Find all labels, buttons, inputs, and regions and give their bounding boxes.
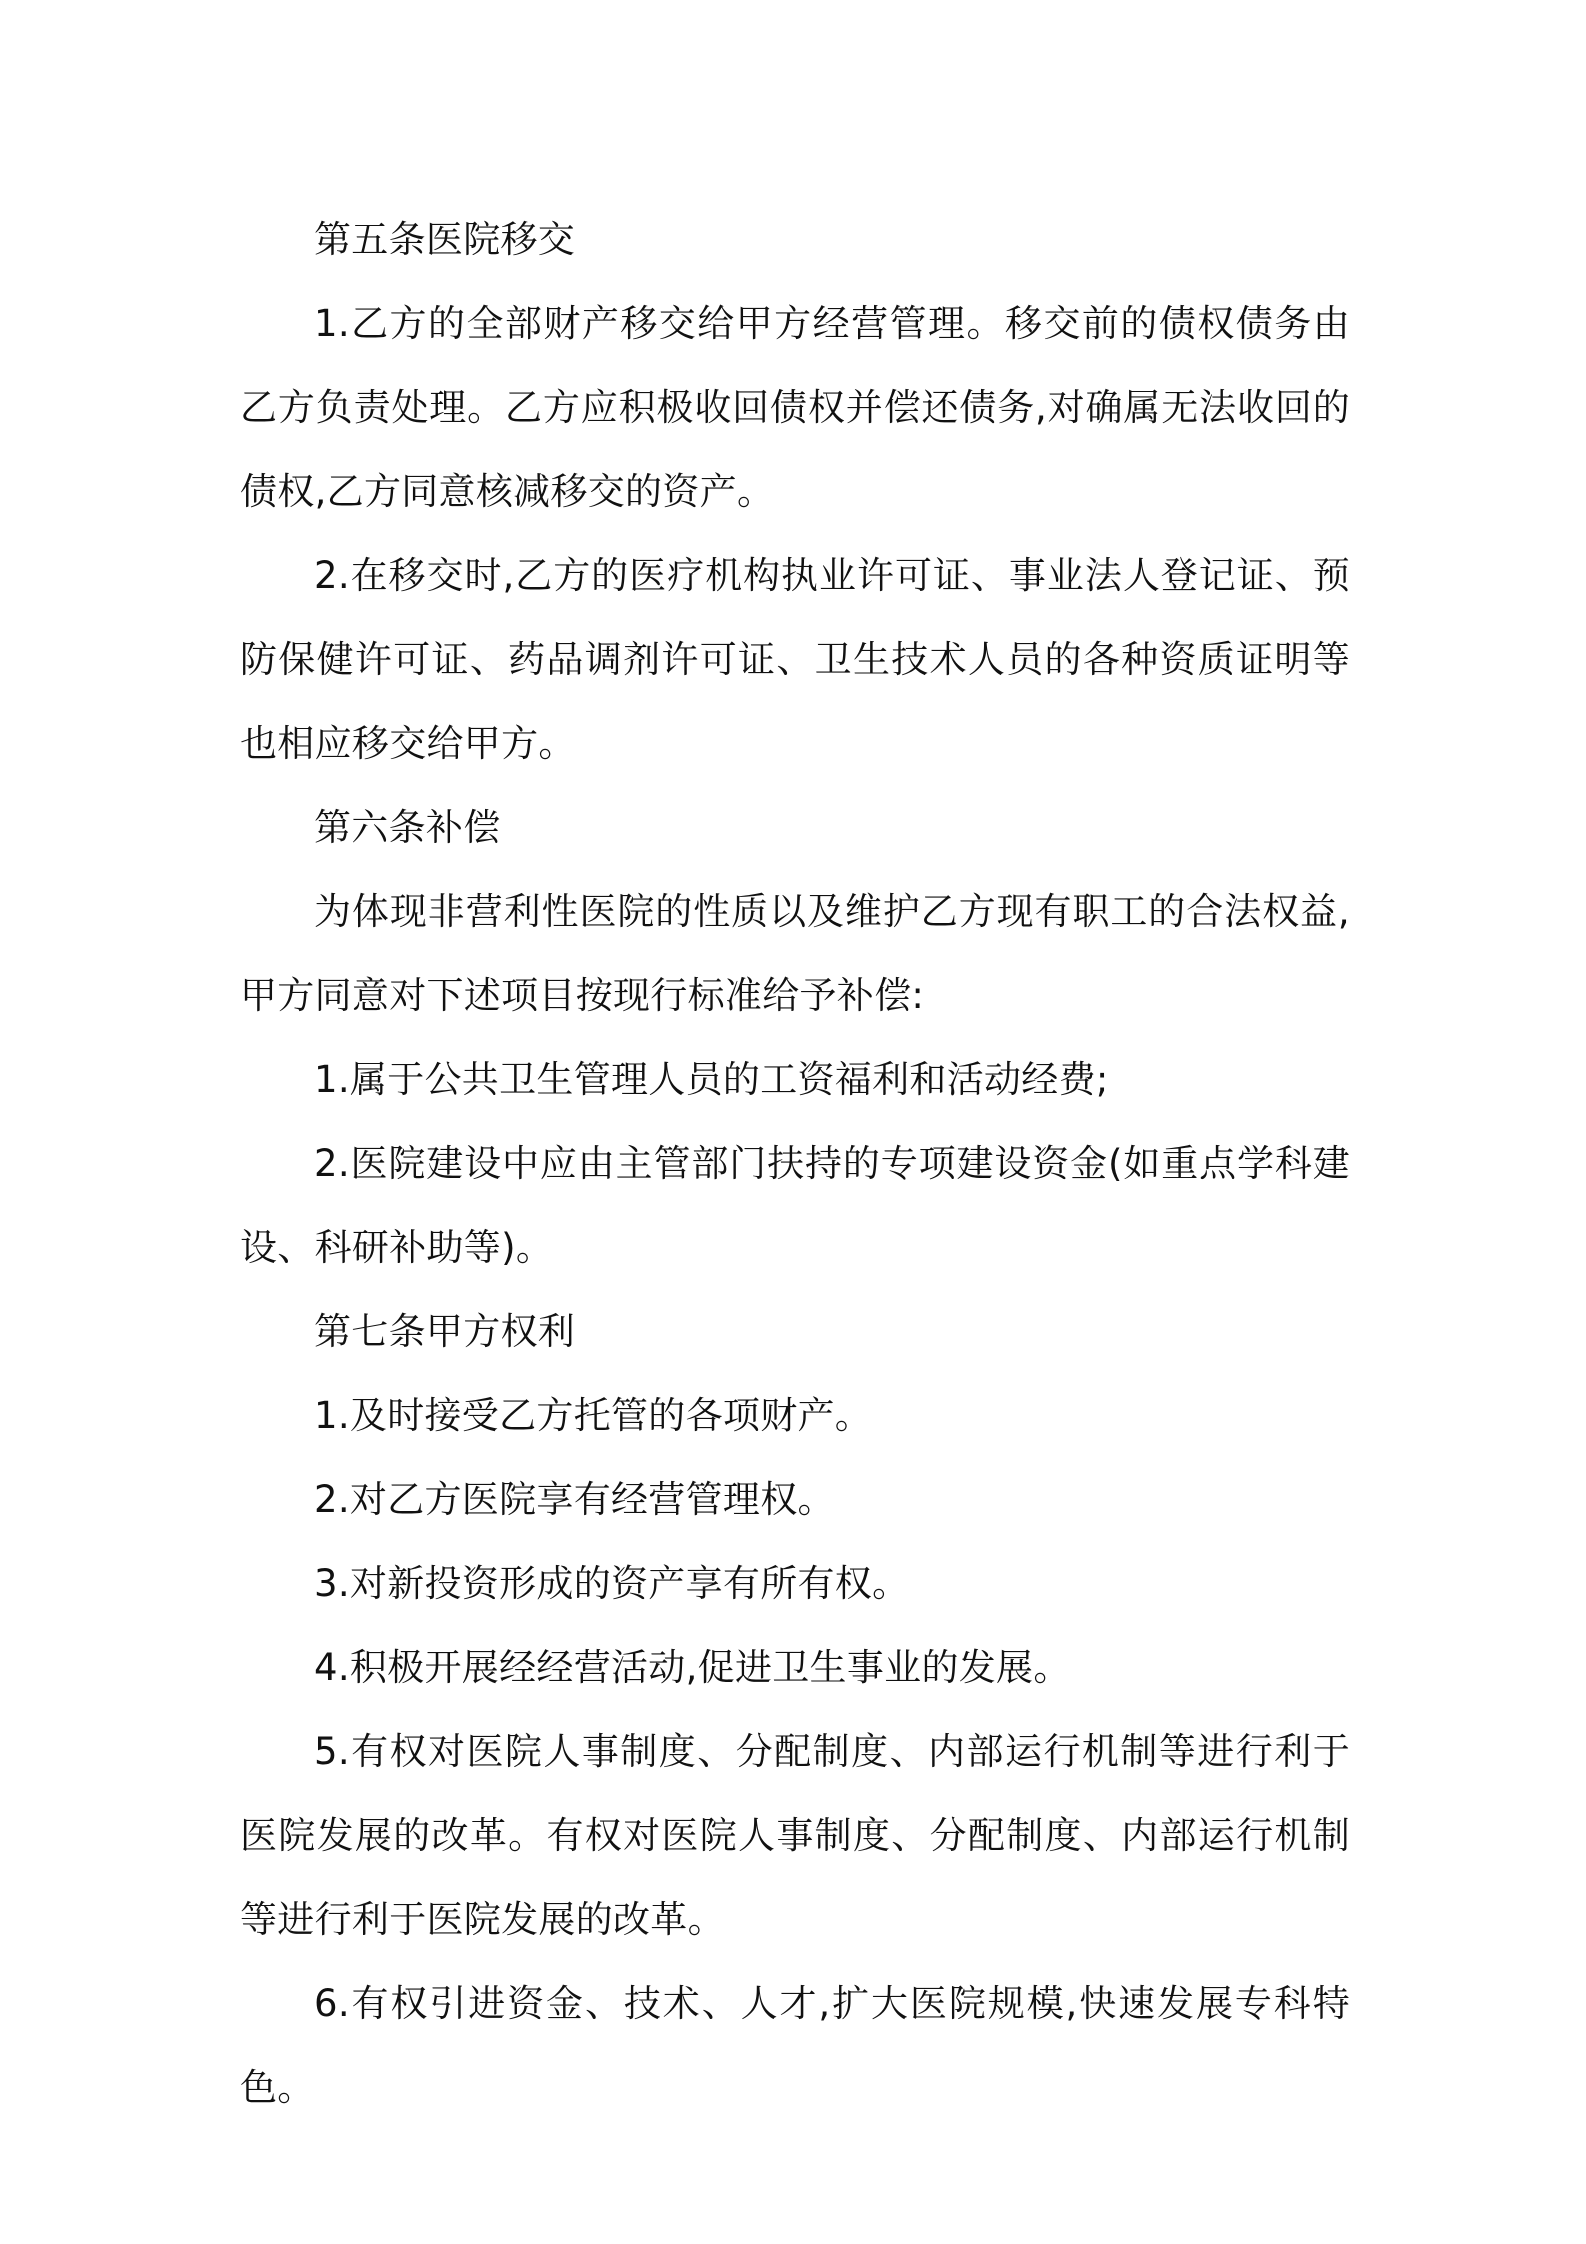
section-heading-article-6: 第六条补偿	[314, 806, 501, 849]
section-heading-article-5: 第五条医院移交	[314, 218, 576, 261]
article-5-clause-1: 1.乙方的全部财产移交给甲方经营管理。移交前的债权债务由乙方负责处理。乙方应积极收回债权并偿还债务,对确属无法收回的债权,乙方同意核减移交的资产。	[240, 302, 1350, 513]
article-7-clause-4: 4.积极开展经经营活动,促进卫生事业的发展。	[314, 1646, 1071, 1689]
article-7-clause-2: 2.对乙方医院享有经营管理权。	[314, 1478, 835, 1521]
article-7-clause-5: 5.有权对医院人事制度、分配制度、内部运行机制等进行利于医院发展的改革。有权对医院人事制度、分配制度、内部运行机制等进行利于医院发展的改革。	[240, 1730, 1350, 1941]
article-6-clause-2: 2.医院建设中应由主管部门扶持的专项建设资金(如重点学科建设、科研补助等)。	[240, 1142, 1350, 1269]
article-7-clause-3: 3.对新投资形成的资产享有所有权。	[314, 1562, 910, 1605]
section-heading-article-7: 第七条甲方权利	[314, 1310, 576, 1353]
article-7-clause-6: 6.有权引进资金、技术、人才,扩大医院规模,快速发展专科特色。	[240, 1982, 1350, 2109]
document-body	[240, 198, 1350, 2130]
article-5-clause-2: 2.在移交时,乙方的医疗机构执业许可证、事业法人登记证、预防保健许可证、药品调剂许可证、卫生技术人员的各种资质证明等也相应移交给甲方。	[240, 554, 1350, 765]
article-6-intro: 为体现非营利性医院的性质以及维护乙方现有职工的合法权益,甲方同意对下述项目按现行标准给予补偿:	[240, 890, 1350, 1017]
article-6-clause-1: 1.属于公共卫生管理人员的工资福利和活动经费;	[314, 1058, 1109, 1101]
article-7-clause-1: 1.及时接受乙方托管的各项财产。	[314, 1394, 873, 1437]
